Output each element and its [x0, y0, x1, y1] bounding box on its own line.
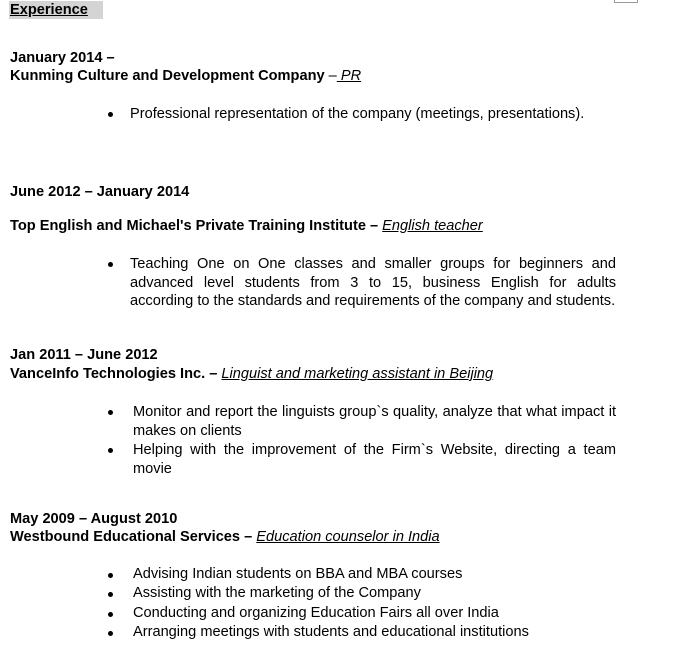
bullet-icon [108, 592, 113, 597]
job-title-line [10, 68, 361, 84]
title-separator: – [324, 68, 337, 84]
company-name: VanceInfo Technologies Inc. – [10, 366, 218, 382]
job-title-line [10, 366, 493, 382]
company-name: Top English and Michael's Private Training Institute – [10, 218, 379, 234]
job-bullet: Teaching One on One classes and smaller groups for beginners and advanced level students from 3 to 15, business English for adults according to the standards and requirements of the company and students. [130, 256, 616, 309]
job-bullet: Helping with the improvement of the Firm`s Website, directing a team movie [133, 442, 616, 477]
job-role: English teacher [382, 218, 483, 234]
job-dates: January 2014 – [10, 50, 115, 66]
section-title: Experience [10, 2, 88, 18]
bullet-icon [108, 573, 113, 578]
bullet-icon [108, 448, 113, 453]
job-bullet: Conducting and organizing Education Fairs all over India [133, 605, 499, 621]
job-bullet: Assisting with the marketing of the Company [133, 585, 421, 601]
job-role: Education counselor in India [256, 529, 440, 545]
job-title-line [10, 218, 483, 234]
company-name: Westbound Educational Services – [10, 529, 253, 545]
job-title-line [10, 529, 440, 545]
job-bullet: Professional representation of the company (meetings, presentations). [130, 106, 585, 122]
job-bullet: Arranging meetings with students and educational institutions [133, 624, 529, 640]
bullet-icon [108, 612, 113, 617]
job-dates: May 2009 – August 2010 [10, 511, 178, 527]
bullet-icon [108, 112, 113, 117]
bullet-icon [108, 631, 113, 636]
bullet-icon [108, 410, 113, 415]
page-corner-frame [614, 0, 638, 3]
job-dates: June 2012 – January 2014 [10, 184, 190, 200]
job-bullet: Monitor and report the linguists group`s quality, analyze that what impact it makes on clients [133, 404, 616, 439]
job-role: PR [336, 68, 362, 84]
company-name: Kunming Culture and Development Company [10, 68, 325, 84]
bullet-icon [108, 262, 113, 267]
section-header [9, 1, 103, 19]
job-bullet: Advising Indian students on BBA and MBA courses [133, 566, 463, 582]
job-dates: Jan 2011 – June 2012 [10, 347, 158, 363]
job-role: Linguist and marketing assistant in Beijing [221, 366, 494, 382]
